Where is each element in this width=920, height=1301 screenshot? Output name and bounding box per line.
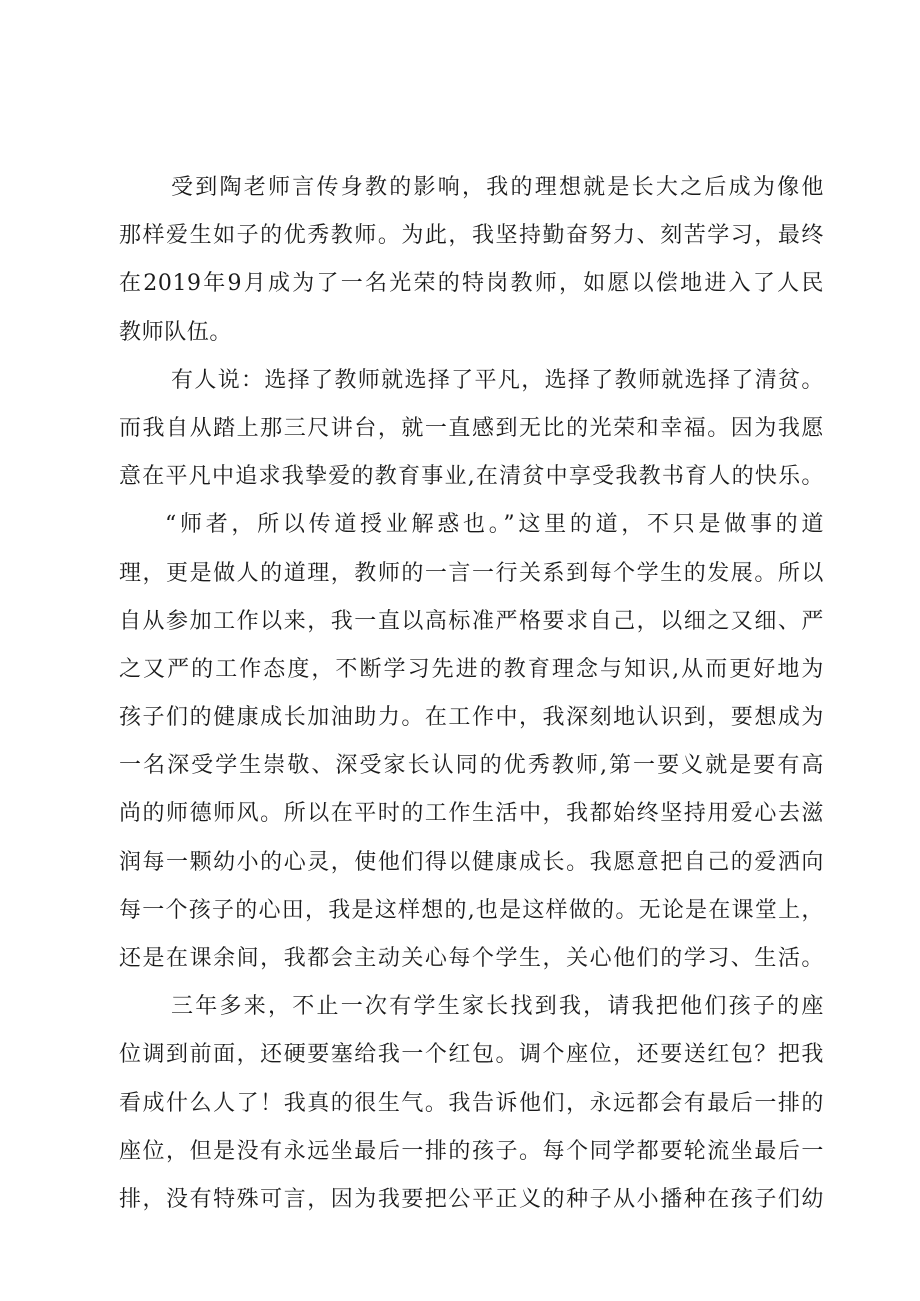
paragraph-4-line-5: 排，没有特殊可言，因为我要把公平正义的种子从小播种在孩子们幼 xyxy=(119,1186,824,1212)
paragraph-4-line-2: 位调到前面，还硬要塞给我一个红包。调个座位，还要送红包？把我 xyxy=(119,1042,824,1068)
paragraph-4-line-4: 座位，但是没有永远坐最后一排的孩子。每个同学都要轮流坐最后一 xyxy=(119,1138,824,1164)
paragraph-2-line-1: 有人说：选择了教师就选择了平凡，选择了教师就选择了清贫。 xyxy=(171,367,824,393)
paragraph-4-line-3: 看成什么人了！我真的很生气。我告诉他们，永远都会有最后一排的 xyxy=(119,1090,824,1116)
paragraph-3-line-4: 之又严的工作态度，不断学习先进的教育理念与知识,从而更好地为 xyxy=(119,656,824,682)
paragraph-3-line-3: 自从参加工作以来，我一直以高标准严格要求自己，以细之又细、严 xyxy=(119,608,824,634)
paragraph-4-line-1: 三年多来，不止一次有学生家长找到我，请我把他们孩子的座 xyxy=(171,994,824,1020)
paragraph-3-line-8: 润每一颗幼小的心灵，使他们得以健康成长。我愿意把自己的爱洒向 xyxy=(119,849,824,875)
paragraph-3-line-2: 理，更是做人的道理，教师的一言一行关系到每个学生的发展。所以 xyxy=(119,560,824,586)
paragraph-2-line-3: 意在平凡中追求我挚爱的教育事业,在清贫中享受我教书育人的快乐。 xyxy=(119,464,824,490)
paragraph-3-line-10: 还是在课余间，我都会主动关心每个学生，关心他们的学习、生活。 xyxy=(119,946,824,971)
paragraph-1-line-4: 教师队伍。 xyxy=(119,319,233,345)
body-text xyxy=(119,164,824,1224)
paragraph-3-line-9: 每一个孩子的心田，我是这样想的,也是这样做的。无论是在课堂上， xyxy=(119,897,824,923)
paragraph-2-line-2: 而我自从踏上那三尺讲台，就一直感到无比的光荣和幸福。因为我愿 xyxy=(119,415,824,441)
paragraph-1-line-2: 那样爱生如子的优秀教师。为此，我坚持勤奋努力、刻苦学习，最终 xyxy=(119,223,824,249)
paragraph-3-line-6: 一名深受学生崇敬、深受家长认同的优秀教师,第一要义就是要有高 xyxy=(119,753,824,779)
paragraph-3-line-1: “师者，所以传道授业解惑也。”这里的道，不只是做事的道 xyxy=(165,512,824,538)
paragraph-3-line-5: 孩子们的健康成长加油助力。在工作中，我深刻地认识到，要想成为 xyxy=(119,705,824,731)
paragraph-1-line-1: 受到陶老师言传身教的影响，我的理想就是长大之后成为像他 xyxy=(171,175,824,200)
paragraph-1-line-3: 在2019年9月成为了一名光荣的特岗教师，如愿以偿地进入了人民 xyxy=(119,271,824,297)
paragraph-3-line-7: 尚的师德师风。所以在平时的工作生活中，我都始终坚持用爱心去滋 xyxy=(119,801,824,827)
